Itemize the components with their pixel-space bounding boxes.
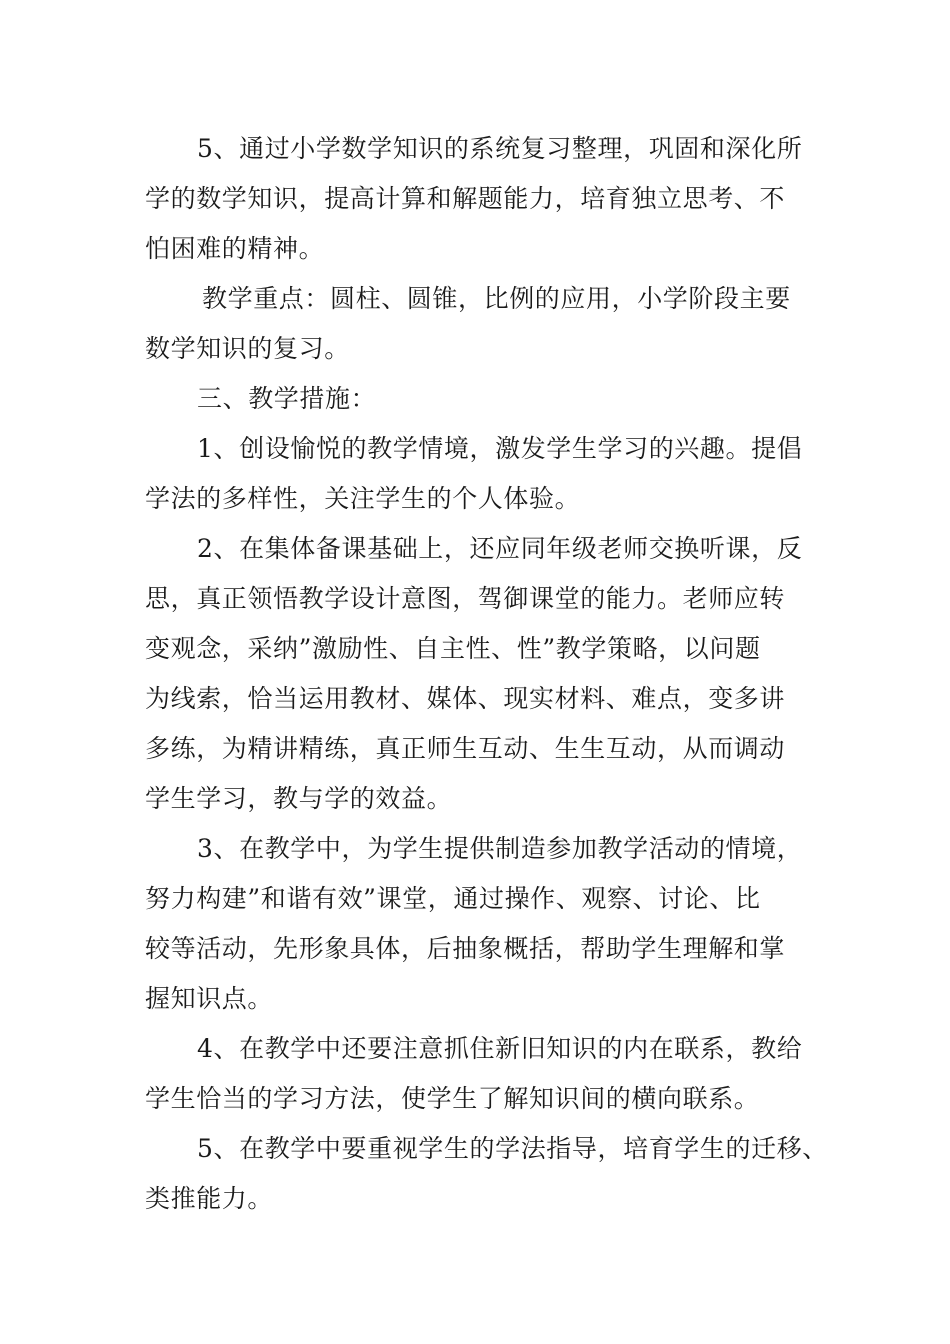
paragraph-measure-4 bbox=[145, 1024, 815, 1124]
text-line: 学生学习，教与学的效益。 bbox=[145, 784, 453, 813]
text-line: 为线索，恰当运用教材、媒体、现实材料、难点，变多讲 bbox=[145, 684, 786, 713]
text-line: 5、在教学中要重视学生的学法指导，培育学生的迁移、 bbox=[197, 1134, 828, 1163]
text-line: 5、通过小学数学知识的系统复习整理，巩固和深化所 bbox=[197, 134, 803, 163]
text-line: 怕困难的精神。 bbox=[145, 234, 325, 263]
text-line: 4、在教学中还要注意抓住新旧知识的内在联系，教给 bbox=[197, 1034, 803, 1063]
text-line: 教学重点：圆柱、圆锥，比例的应用，小学阶段主要 bbox=[202, 284, 791, 313]
text-line: 学生恰当的学习方法，使学生了解知识间的横向联系。 bbox=[145, 1084, 760, 1113]
document-body bbox=[145, 124, 828, 1224]
text-line: 数学知识的复习。 bbox=[145, 334, 350, 363]
text-line: 努力构建”和谐有效”课堂，通过操作、观察、讨论、比 bbox=[145, 884, 761, 913]
text-line: 思，真正领悟教学设计意图，驾御课堂的能力。老师应转 bbox=[145, 584, 786, 613]
text-line: 多练，为精讲精练，真正师生互动、生生互动，从而调动 bbox=[145, 734, 786, 763]
paragraph-measure-5 bbox=[145, 1124, 828, 1224]
text-line: 学法的多样性，关注学生的个人体验。 bbox=[145, 484, 581, 513]
section-heading: 三、教学措施： bbox=[197, 384, 377, 413]
text-line: 1、创设愉悦的教学情境，激发学生学习的兴趣。提倡 bbox=[197, 434, 803, 463]
section-heading-teaching-measures bbox=[145, 374, 815, 424]
text-line: 类推能力。 bbox=[145, 1184, 274, 1213]
text-line: 变观念，采纳”激励性、自主性、性”教学策略，以问题 bbox=[145, 634, 761, 663]
paragraph-measure-3 bbox=[145, 824, 815, 1024]
paragraph-measure-1 bbox=[145, 424, 815, 524]
text-line: 较等活动，先形象具体，后抽象概括，帮助学生理解和掌 bbox=[145, 934, 786, 963]
text-line: 3、在教学中，为学生提供制造参加教学活动的情境， bbox=[197, 834, 803, 863]
text-line: 握知识点。 bbox=[145, 984, 274, 1013]
paragraph-measure-2 bbox=[145, 524, 815, 824]
paragraph-goal-5 bbox=[145, 124, 815, 274]
paragraph-teaching-focus bbox=[145, 274, 815, 374]
text-line: 学的数学知识，提高计算和解题能力，培育独立思考、不 bbox=[145, 184, 786, 213]
text-line: 2、在集体备课基础上，还应同年级老师交换听课，反 bbox=[197, 534, 803, 563]
